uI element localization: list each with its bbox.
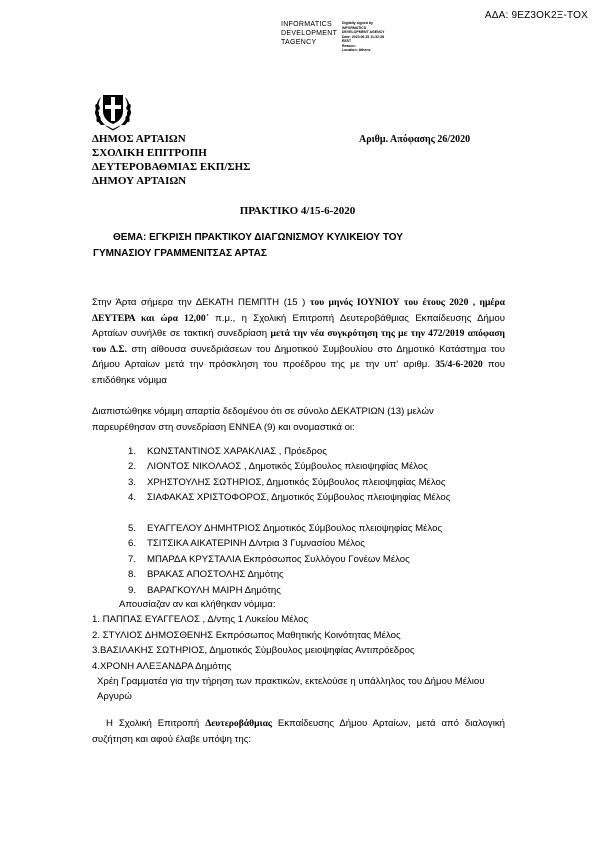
list-item-text: ΧΡΗΣΤΟΥΛΗΣ ΣΩΤΗΡΙΟΣ, Δημοτικός Σύμβουλος πλειοψηφίας Μέλος xyxy=(147,476,446,488)
list-item-text: ΒΑΡΑΓΚΟΥΛΗ ΜΑΙΡΗ Δημότης xyxy=(147,584,281,596)
signature-detail-line: EEST xyxy=(342,39,352,43)
list-item-text: ΣΙΑΦΑΚΑΣ ΧΡΙΣΤΟΦΟΡΟΣ, Δημοτικός Σύμβουλος πλειοψηφίας Μέλος xyxy=(147,492,451,504)
header-line: ΔΗΜΟΣ ΑΡΤΑΙΩΝ xyxy=(92,133,186,145)
issuer-header xyxy=(92,132,250,188)
closing-paragraph xyxy=(92,716,505,747)
list-item xyxy=(92,459,512,474)
signer-name-line: TAGENCY xyxy=(281,39,317,46)
paragraph-line: Διαπιστώθηκε νόμιμη απαρτία δεδομένου ότι σε σύνολο ΔΕΚΑΤΡΙΩΝ (13) μελών xyxy=(92,406,434,417)
list-item-text: ΒΡΑΚΑΣ ΑΠΟΣΤΟΛΗΣ Δημότης xyxy=(147,569,284,581)
paragraph-bold-text: μετά την νέα συγκρότηση της με την 472/2019 απόφαση του Δ.Σ. xyxy=(92,328,505,355)
list-item xyxy=(92,475,512,490)
list-item xyxy=(92,521,512,536)
list-item-text: ΚΩΝΣΤΑΝΤΙΝΟΣ ΧΑΡΑΚΛΙΑΣ , Πρόεδρος xyxy=(147,446,327,457)
list-item-number: 7. xyxy=(128,553,137,565)
subject-line: ΓΥΜΝΑΣΙΟΥ ΓΡΑΜΜΕΝΙΤΣΑΣ ΑΡΤΑΣ xyxy=(93,248,267,259)
subject xyxy=(93,230,513,262)
absent-item: 1. ΠΑΠΠΑΣ ΕΥΑΓΓΕΛΟΣ , Δ/ντης 1 Λυκείου Μέλος xyxy=(92,614,309,626)
signature-detail-line: Location: Athens xyxy=(342,48,371,52)
list-item-text: ΕΥΑΓΓΕΛΟΥ ΔΗΜΗΤΡΙΟΣ Δημοτικός Σύμβουλος πλειοψηφίας Μέλος xyxy=(147,522,443,534)
absent-item: 2. ΣΤΥΛΙΟΣ ΔΗΜΟΣΘΕΝΗΣ Εκπρόσωπος Μαθητικής Κοινότητας Μέλος xyxy=(92,629,401,641)
paragraph-bold-text: του μηνός ΙΟΥΝΙΟΥ του έτους 2020 , ημέρα ΔΕΥΤΕΡΑ και ώρα 12,00΄ xyxy=(92,297,505,324)
paragraph-text: στη αίθουσα συνεδριάσεων του Δημοτικού Συμβουλίου στο Δημοτικό Κατάστημα του Δήμου Αρταίων μετά την πρόσκληση του προέδρου της με την υπ' αριθμ. xyxy=(92,343,505,371)
list-item-number: 9. xyxy=(128,584,137,596)
paragraph-text: Στην Άρτα σήμερα την ΔΕΚΑΤΗ ΠΕΜΠΤΗ (15 ) xyxy=(92,297,310,308)
secretary-note: Χρέη Γραμματέα για την τήρηση των πρακτικών, εκτελούσε η υπάλληλος του Δήμου Μέλιου Αργυρώ xyxy=(97,676,485,703)
paragraph-line: παρευρέθησαν στη συνεδρίαση ΕΝΝΕΑ (9) και ονομαστικά οι: xyxy=(92,421,355,433)
list-item-number: 5. xyxy=(128,522,137,534)
signature-detail-line: Reason: xyxy=(342,43,356,48)
paragraph-text: Η Σχολική Επιτροπή xyxy=(106,718,206,729)
list-item-number: 8. xyxy=(128,569,137,581)
paragraph-text: π.μ., η Σχολική Επιτροπή Δευτεροβάθμιας Εκπαίδευσης Δήμου Αρταίων συνήλθε σε τακτική συνεδρίαση xyxy=(92,312,506,340)
list-item-number: 2. xyxy=(128,461,137,473)
list-item xyxy=(92,444,512,459)
list-item-text: ΤΣΙΤΣΙΚΑ ΑΙΚΑΤΕΡΙΝΗ Δ/ντρια 3 Γυμνασίου Μέλος xyxy=(147,538,365,550)
header-line: ΔΗΜΟΥ ΑΡΤΑΙΩΝ xyxy=(92,175,187,187)
signature-detail-line: INFORMATICS xyxy=(342,25,367,30)
present-members-list xyxy=(92,444,512,598)
list-item-number: 6. xyxy=(128,538,137,550)
absent-heading: Απουσίαζαν αν και κλήθηκαν νόμιμα: xyxy=(119,599,276,610)
header-line: ΔΕΥΤΕΡΟΒΑΘΜΙΑΣ ΕΚΠ/ΣΗΣ xyxy=(92,161,251,173)
signature-details xyxy=(342,21,417,53)
list-item xyxy=(92,583,512,598)
paragraph-text: Εκπαίδευσης Δήμου Αρταίων, μετά από διαλογική συζήτηση και αφού έλαβε υπόψη της: xyxy=(92,718,505,745)
meeting-paragraph xyxy=(92,295,505,389)
list-item xyxy=(92,552,512,567)
list-item xyxy=(92,490,512,521)
signature-detail-line: Date: 2020.06.25 11:32:38 xyxy=(342,34,385,39)
ada-code: ΑΔΑ: 9ΕΖ3ΟΚ2Ξ-ΤΟΧ xyxy=(484,10,588,21)
list-item xyxy=(92,567,512,582)
list-item xyxy=(92,536,512,551)
paragraph-bold-text: Δευτεροβάθμιας xyxy=(205,718,272,729)
signature-detail-line: Digitally signed by xyxy=(342,21,373,25)
absent-item: 4.ΧΡΟΝΗ ΑΛΕΞΑΝΔΡΑ Δημότης xyxy=(92,660,232,672)
signature-detail-line: DEVELOPMENT AGENCY xyxy=(342,30,385,34)
signer-name-line: DEVELOPMENT xyxy=(281,30,338,37)
absent-item: 3.ΒΑΣΙΛΑΚΗΣ ΣΩΤΗΡΙΟΣ, Δημοτικός Σύμβουλος μειοψηφίας Αντιπρόεδρος xyxy=(92,645,415,657)
absent-members xyxy=(92,597,512,705)
list-item-text: ΛΙΟΝΤΟΣ ΝΙΚΟΛΑΟΣ , Δημοτικός Σύμβουλος πλειοψηφίας Μέλος xyxy=(147,461,428,473)
quorum-paragraph xyxy=(92,404,505,435)
signer-name xyxy=(281,20,339,47)
minutes-title: ΠΡΑΚΤΙΚΟ 4/15-6-2020 xyxy=(239,205,356,217)
coat-of-arms-icon xyxy=(92,87,134,131)
header-line: ΣΧΟΛΙΚΗ ΕΠΙΤΡΟΠΗ xyxy=(92,147,207,159)
subject-line: ΘΕΜΑ: ΕΓΚΡΙΣΗ ΠΡΑΚΤΙΚΟΥ ΔΙΑΓΩΝΙΣΜΟΥ ΚΥΛΙΚΕΙΟΥ ΤΟΥ xyxy=(113,232,403,243)
paragraph-text: που επιδόθηκε νόμιμα xyxy=(92,359,505,386)
paragraph-bold-text: 35/4-6-2020 xyxy=(435,359,483,371)
list-item-number: 1. xyxy=(128,446,137,457)
list-item-number: 3. xyxy=(128,476,137,488)
signer-name-line: INFORMATICS xyxy=(281,21,333,28)
decision-number: Αριθμ. Απόφασης 26/2020 xyxy=(359,134,471,145)
list-item-text: ΜΠΑΡΔΑ ΚΡΥΣΤΑΛΙΑ Εκπρόσωπος Συλλόγου Γονέων Μέλος xyxy=(147,553,410,565)
list-item-number: 4. xyxy=(128,492,137,504)
